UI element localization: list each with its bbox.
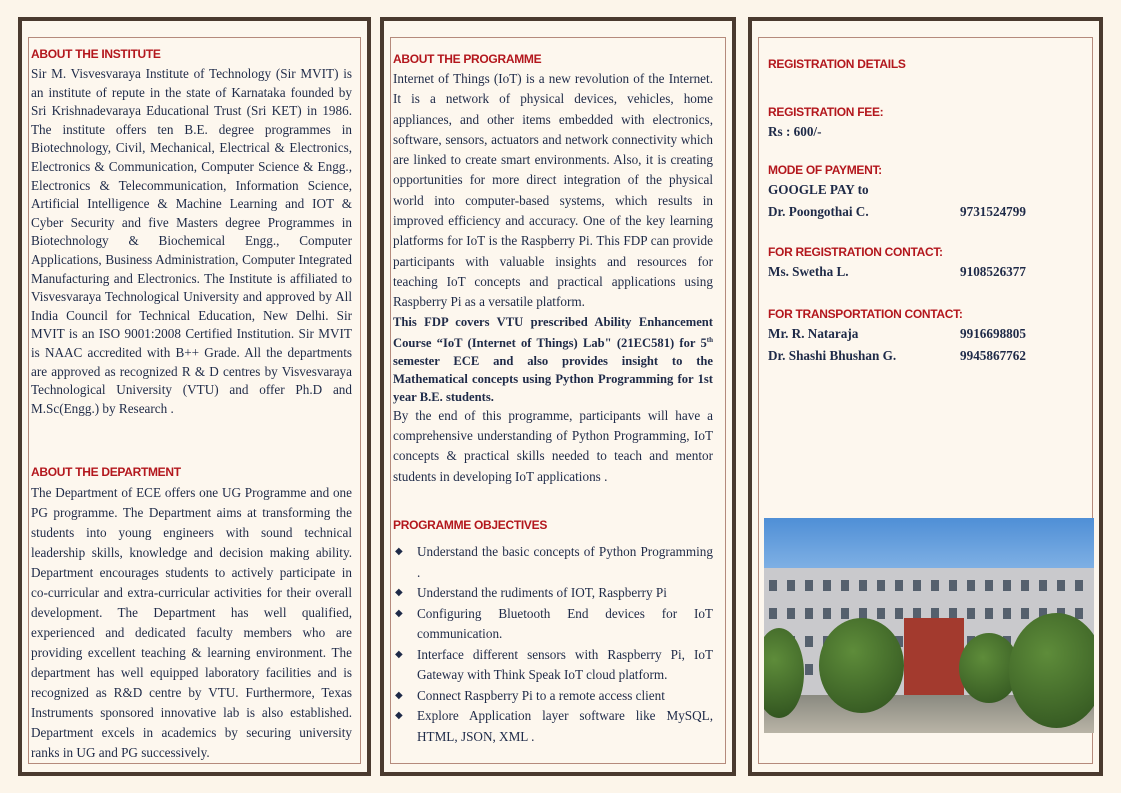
institute-body: Sir M. Visvesvaraya Institute of Technology (Sir MVIT) is an institute of repute in the state of Karnataka founded by Sri Krishnadevaraya Educational Trust (Sri KET) in 1986. The institute offers ten B.E. degree programmes in Biotechnology, Civil, Mechanical, Electrical & Electronics, Electronics & Communication, Computer Science & Engg., Electronics & Telecommunication, Information Science, Artificial Intelligence & Machine Learning and IOT & Cyber Security and five Masters degree Programmes in Biotechnology & Biochemical Engg., Computer Applications, Business Administration, Computer Integrated Manufacturing and Electronics. The Institute is affiliated to Visvesvaraya Technological University and approved by All India Council for Technical Education, New Delhi. Sir MVIT is an ISO 9001:2008 Certified Institution. Sir MVIT is NAAC accredited with B++ Grade. All the departments are approved as recognized R & D centres by Visvesvaraya Technological University (VTU) and offer Ph.D and M.Sc(Engg.) by Research . xyxy=(31,66,352,416)
contact-name: Dr. Poongothai C. xyxy=(768,204,869,219)
objective-item xyxy=(393,686,713,707)
objective-text: Understand the basic concepts of Python Programming . xyxy=(417,544,713,580)
panel-registration xyxy=(748,17,1103,776)
contact-phone: 9108526377 xyxy=(960,264,1026,279)
objective-text: Connect Raspberry Pi to a remote access client xyxy=(417,687,665,703)
payment-method: GOOGLE PAY to xyxy=(768,182,869,197)
contact-name: Dr. Shashi Bhushan G. xyxy=(768,348,897,363)
institute-heading: ABOUT THE INSTITUTE xyxy=(31,47,161,61)
objectives-heading: PROGRAMME OBJECTIVES xyxy=(393,518,548,532)
institute-section xyxy=(31,47,352,418)
programme-body: Internet of Things (IoT) is a new revolution of the Internet. It is a network of physical devices, vehicles, home appliances, and other items embedded with electronics, software, sensors, actuators and network connectivity which are linked to create smart environments. Also, it is creating opportunities for more direct integration of the physical world into computer-based systems, which results in improved efficiency and accuracy. One of the key learning platforms for IoT is the Raspberry Pi. This FDP can provide participants with valuable insights and resources for teaching IoT concepts and practical applications using Raspberry Pi as a versatile platform. xyxy=(393,71,713,310)
registration-section xyxy=(768,57,1088,367)
diamond-bullet-icon: ◆ xyxy=(395,710,403,721)
objective-text: Understand the rudiments of IOT, Raspberry Pi xyxy=(417,585,667,600)
contact-phone: 9916698805 xyxy=(960,326,1026,341)
transport-label: FOR TRANSPORTATION CONTACT: xyxy=(768,307,963,321)
transport-contact xyxy=(768,345,1088,367)
contact-name: Ms. Swetha L. xyxy=(768,264,849,279)
panel-institute xyxy=(18,17,371,776)
department-heading: ABOUT THE DEPARTMENT xyxy=(31,465,181,479)
fee-value: Rs : 600/- xyxy=(768,124,822,139)
panel-programme xyxy=(380,17,736,776)
diamond-bullet-icon: ◆ xyxy=(395,648,403,660)
contact-name: Mr. R. Nataraja xyxy=(768,326,859,341)
fdp-note-sup: th xyxy=(706,335,713,344)
objectives-section xyxy=(393,518,713,747)
contact-phone: 9945867762 xyxy=(960,348,1026,363)
diamond-bullet-icon: ◆ xyxy=(395,689,403,701)
registration-heading: REGISTRATION DETAILS xyxy=(768,57,906,71)
payment-contact xyxy=(768,201,1088,223)
objective-item xyxy=(393,645,713,686)
payment-label: MODE OF PAYMENT: xyxy=(768,163,882,177)
objective-item xyxy=(393,583,713,604)
fdp-note-text: This FDP covers VTU prescribed Ability Enhancement Course “IoT (Internet of Things) Lab" (21EC581) for 5 xyxy=(393,314,713,350)
reg-contact-label: FOR REGISTRATION CONTACT: xyxy=(768,245,943,259)
department-body: The Department of ECE offers one UG Programme and one PG programme. The Department aims at transforming the students into young engineers with sound technical leadership skills, knowledge and decision making ability. Department encourages students to actively participate in co-curricular and extra-curricular activities for their overall development. The Department has well qualified, experienced and dedicated faculty members who are providing excellent teaching & learning environment. The department has well equipped laboratory facilities and is recognized as R&D centre by VTU. Furthermore, Texas Instruments sponsored innovative lab is also established. Department excels in academics by securing university ranks in UG and PG successively. xyxy=(31,485,352,760)
diamond-bullet-icon: ◆ xyxy=(395,607,403,619)
objective-item xyxy=(393,542,713,583)
objective-text: Interface different sensors with Raspberry Pi, IoT Gateway with Think Speak IoT cloud platform. xyxy=(417,646,713,682)
campus-photo xyxy=(764,518,1094,733)
fdp-note-text-end: semester ECE and also provides insight to the Mathematical concepts using Python Programming for 1st year B.E. students. xyxy=(393,353,713,404)
objective-item xyxy=(393,706,713,747)
programme-section xyxy=(393,52,713,487)
programme-closing: By the end of this programme, participants will have a comprehensive understanding of Python Programming, IoT concepts & practical skills needed to teach and mentor students in developing IoT applications . xyxy=(393,407,713,484)
objectives-list xyxy=(393,542,713,747)
department-section xyxy=(31,465,352,763)
diamond-bullet-icon: ◆ xyxy=(395,587,403,598)
fee-label: REGISTRATION FEE: xyxy=(768,105,884,119)
objective-item xyxy=(393,604,713,645)
transport-contact xyxy=(768,323,1088,345)
programme-heading: ABOUT THE PROGRAMME xyxy=(393,52,542,66)
objective-text: Explore Application layer software like MySQL, HTML, JSON, XML . xyxy=(417,708,713,744)
diamond-bullet-icon: ◆ xyxy=(395,546,403,557)
objective-text: Configuring Bluetooth End devices for IoT communication. xyxy=(417,605,713,641)
contact-phone: 9731524799 xyxy=(960,204,1026,219)
reg-contact xyxy=(768,261,1088,283)
programme-fdp-note xyxy=(393,313,713,406)
